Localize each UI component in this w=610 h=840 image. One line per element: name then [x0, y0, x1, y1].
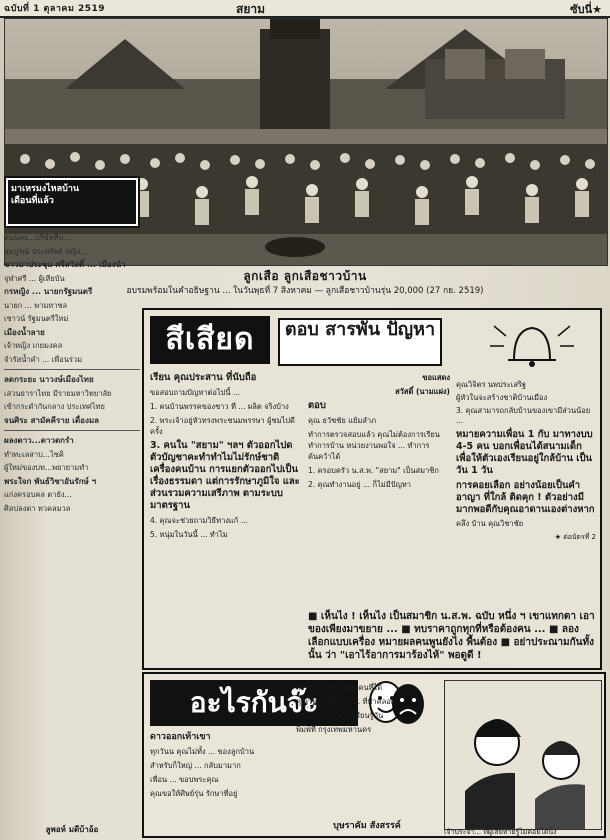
bottom-para: การสอนของเขาขุนคนที่ได้ — [296, 683, 383, 692]
letter-para: 3. คนใน "สยาม" ฯลฯ ตัวออกไปด ตัวบัญชาคะทำทำไมไม่รักษ์ชาติเครื่องคนบ้าน การแยกตัวออกไปเป็นเรื่องธรรมดา แต่การรักษาภูมิใจ และส่วนรวมความเสรีภาพ ตามระบบมาตรฐาน — [150, 440, 300, 511]
bottom-middle-column — [296, 682, 438, 738]
left-line: แก่งครอบคล ตายัง... — [4, 490, 72, 499]
bottom-para: คุณวิทยา วิชาพร ... ที่ทำคลอด — [296, 697, 396, 706]
right-para: คลึง บ้าน คุณวิชาชัย — [456, 519, 524, 528]
bottom-para: สำหรับก็ใหญ่ ... กลับมามาก — [150, 761, 241, 770]
left-line: สมบูรณ์ ประทรัพย์ หญิง... — [4, 246, 88, 256]
divider — [4, 369, 140, 370]
promo-box — [4, 176, 140, 228]
left-line: เจ้าหญิง เกยมงคล — [4, 341, 63, 350]
left-line: จนศิระ สามัคคีราย เดื่องมล — [4, 415, 100, 425]
answer-para: 2. คุณทำงานอยู่ ... ก็ไม่มีปัญหา — [308, 480, 411, 489]
bottom-para: เพื่อน ... ขอบพระคุณ — [150, 775, 219, 784]
promo-subtitle: เดือนที่แล้ว — [11, 196, 54, 206]
right-para: 3. คุณสามารถกลับบ้านของเขามีส่วนน้อย ... — [456, 406, 591, 425]
paper-title: สยาม — [236, 2, 266, 16]
answer-heading: ตอบ — [308, 400, 326, 411]
answer-name: สวัสดิ์ (นามแฝง) — [395, 387, 450, 396]
left-line: เข้ากระดำกันกลาง ประเทศไทย — [4, 402, 105, 411]
bell-icon — [484, 316, 580, 372]
left-line: ชาวมาประชุม ศรีสวัสดิ์ ... เมืองนำ — [4, 260, 126, 269]
left-column-text — [4, 232, 140, 514]
divider — [4, 430, 140, 431]
right-para: ผู้หัวในจะสร้างชาติบ้านเมือง — [456, 393, 548, 402]
issue-date: ฉบับที่ 1 ตุลาคม 2519 — [4, 4, 106, 14]
qa-right-column — [456, 380, 596, 545]
letter-para: ขอสอบถามปัญหาต่อไปนี้ ... — [150, 388, 241, 397]
qa-header — [150, 316, 434, 366]
left-line: เสวนธาราไทย มีรายมหาวิทยาลัย — [4, 388, 112, 398]
letter-para: 1. คนบ้านพรรคของชาว ที่ ... ผลิต จริงบ้าง — [150, 402, 289, 411]
left-line: ดนนคง...บริษัทที่บ... — [4, 233, 71, 242]
bottom-left-column — [150, 732, 290, 802]
left-line: ศิลปลงดา ทวคลมวล — [4, 503, 71, 513]
left-line: นายก ... พามหาชล — [4, 300, 68, 310]
qa-letter-column — [150, 372, 300, 543]
bottom-column-box — [142, 672, 606, 838]
bottom-heading: ดาวออกเท้าเขา — [150, 732, 211, 742]
left-column — [4, 176, 140, 836]
answer-para: คุณ ธวัชชัย แย้มลำภ — [308, 416, 377, 425]
continue-note: ★ ต่อบัตรที่ 2 — [554, 533, 596, 541]
left-line: ผู้ใหม่ของบท...พยายามทำ — [4, 463, 89, 472]
right-para: การคอยเลือก อย่างน้อยเป็นคำอาญา ที่ใกล้ ติดคุก ! ตัวอย่างมีมากพอดีกับคุณอาดานเองต่างหาก — [456, 480, 595, 515]
portrait-image — [445, 681, 601, 829]
left-line: เมืองน้ำลาย — [4, 327, 45, 337]
qa-answer-column — [308, 372, 450, 493]
bottom-para: ทุกวันน คุณไม่ทั้ง ... ของลูกบ้าน — [150, 747, 255, 756]
left-line: ผลงดาว...ดาวตกรำ — [4, 436, 74, 445]
left-footer: ลูพอห์ มดีบ้าอ้อ — [45, 825, 99, 834]
letter-greeting: เรียน คุณประสาน ที่นับถือ — [150, 372, 257, 383]
bottom-logo: อะไรกันจ๊ะ — [150, 680, 358, 726]
left-line: พระใจก พันธ์วิชาอันรักษ์ ฯ — [4, 476, 97, 486]
masthead — [0, 0, 610, 18]
left-line: เชาวน์ รัฐมนตรีใหม่ — [4, 314, 69, 323]
bottom-photo — [444, 680, 602, 830]
qa-logo: สีเสียด — [150, 316, 270, 364]
right-para: หมายความเพื่อน 1 กับ มาทางบบ 4-5 คน บอกเพื่อนได้สนามเด็ก เพื่อให้ตัวเองเรียนอยู่ใกล้บ้าน เป็นวัน 1 วัน — [456, 429, 593, 476]
left-line: ทำทะเลสาบ...ไซคิ — [4, 449, 64, 459]
bottom-para: ทำไมชาวบ้าน ... เรียนรู้กัน — [296, 711, 384, 720]
bottom-para: พิมพ์ที่ กรุงเทพมหานคร — [296, 725, 372, 734]
qa-column-box — [142, 308, 602, 670]
left-line: ลดกระยะ นาวงษ์เมืองไทย — [4, 375, 94, 384]
qa-highlight-blurb: ■ เห็นไง ! เห็นไง เป็นสมาชิก น.ส.พ. ฉบับ หนึ่ง ฯ เขาแทกตา เอาของเพียงมาขยาย ... ■ ทบราคาถูกทุกที่หรือต้องคน ... ■ ลองเลือกแบบเครื่อง หมายผลคนพูนยังไง พื้นต้อง ■ อย่าประณามกันทั้งนั้น ว่า "เอาไร้อาการมาร้องไห้" พอดูดี ! — [308, 611, 595, 661]
answer-para: 1. ครอบครัว น.ส.พ. "สยาม" เป็นสมาชิก — [308, 466, 439, 475]
qa-sublogo: ตอบ สารพัน ปัญหา — [278, 318, 442, 366]
answer-para: ทำการตรวจสอบแล้ว คุณไม่ต้องการเรียนทำการบ้าน หน่วยงานพอใจ ... ทำการค้นคว้าได้ — [308, 430, 440, 461]
left-line: กรหญิง ... นายกรัฐมนตรี — [4, 287, 93, 296]
bottom-para: คุณขอให้ศิษย์รุ่น รักษาที่อยู่ — [150, 789, 238, 798]
right-para: คุณวิจิตร นพประเสริฐ — [456, 380, 527, 389]
letter-para: 4. คุณจะช่วยถามวิธีทางแก้ ... — [150, 516, 248, 525]
promo-title: มาเหรมงไหลบ้าน — [11, 184, 80, 194]
left-line: จำรัสน้ำคำ ... เพื่อนร่วม — [4, 354, 83, 364]
answer-sig: ขอแสดง — [422, 373, 450, 382]
caption-title: ลูกเสือ ลูกเสือชาวบ้าน — [243, 269, 367, 283]
bottom-photo-caption: เจ้าประจำ... ที่ผู้เสียหายรู้ไม่ค่อยได้นั่ง — [444, 828, 557, 836]
caption-text: อบรมพร้อมในคำอธิษฐาน ... ในวันพุธที่ 7 สิงหาคม — ลูกเสือชาวบ้านรุ่น 20,000 (27 กย. 2519) — [126, 286, 484, 296]
letter-para: 2. พระเจ้าอยู่หัวทรงพระชนมพรรษา ผู้ชมไปดีครั้ง — [150, 416, 295, 436]
left-line: จุฬาศรี ... ผู้เหียบัน — [4, 273, 65, 283]
byline: บุษราคัม สังสรรค์ — [333, 821, 401, 831]
section-label: ซับนี่★ — [570, 3, 602, 16]
letter-para: 5. หนุ่มในวันนี้ ... ทำไม — [150, 530, 228, 539]
